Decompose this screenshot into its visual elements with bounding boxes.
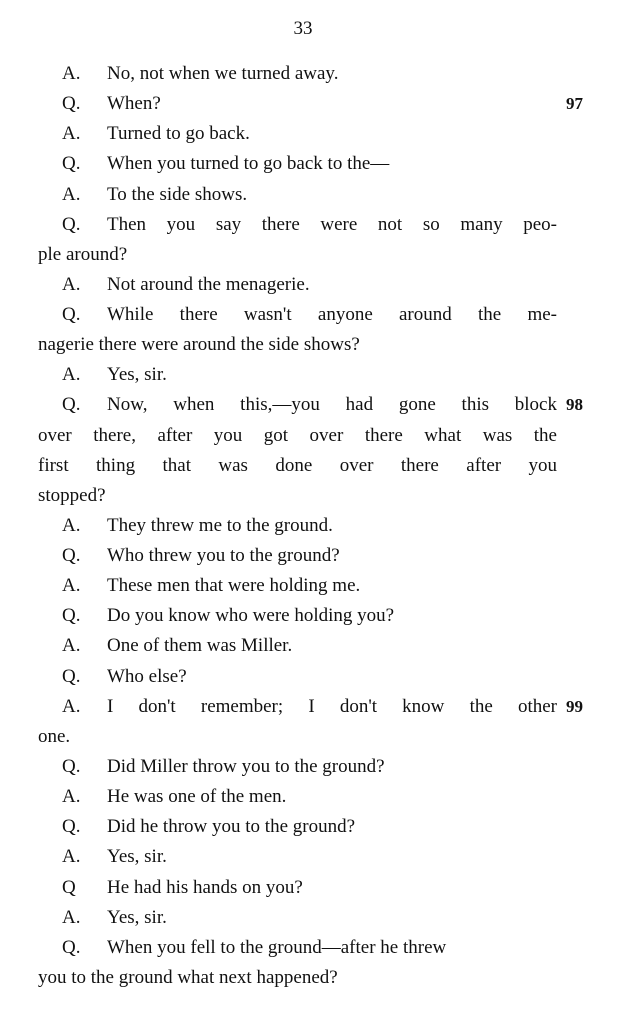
line-text: Do you know who were holding you? [107,605,395,627]
speaker-label: A. [62,575,81,597]
line-text: ple around? [38,243,128,265]
speaker-label: A. [62,364,81,386]
transcript-line [38,845,557,869]
speaker-label: Q. [62,816,81,838]
transcript-line [38,544,557,568]
line-text: Who threw you to the ground? [107,545,340,567]
transcript-line [38,574,557,598]
line-text: Now, when this,—you had gone this block [107,394,557,416]
speaker-label: Q. [62,394,81,416]
transcript-line [38,273,557,297]
transcript-line [38,92,557,116]
line-text: When? [107,93,161,115]
line-text: Yes, sir. [107,906,167,928]
speaker-label: A. [62,63,81,84]
line-text: Yes, sir. [107,846,167,868]
speaker-label: Q. [62,153,81,175]
transcript-line [38,966,557,990]
transcript-line [38,755,557,779]
line-text: Yes, sir. [107,364,167,386]
line-text: one. [38,725,71,747]
transcript-line [38,876,557,900]
speaker-label: A. [62,514,81,536]
line-text: Who else? [107,665,187,687]
transcript-line [38,243,557,267]
line-text: One of them was Miller. [107,635,293,657]
transcript-line [38,424,557,448]
speaker-label: A. [62,786,81,808]
transcript-line [38,695,557,719]
speaker-label: A. [62,183,81,205]
speaker-label: Q. [62,93,81,115]
line-text: Did Miller throw you to the ground? [107,755,385,777]
speaker-label: Q. [62,755,81,777]
line-text: Did he throw you to the ground? [107,816,356,838]
line-text: When you fell to the ground—after he threw [107,936,447,958]
transcript-line [38,906,557,930]
line-text: No, not when we turned away. [107,63,339,84]
margin-page-number: 97 [566,94,583,114]
transcript-line [38,665,557,689]
transcript-line [38,363,557,387]
transcript-line [38,604,557,628]
transcript-line [38,152,557,176]
transcript-line [38,785,557,809]
speaker-label: A. [62,123,81,145]
transcript-line [38,183,557,207]
line-text: These men that were holding me. [107,575,361,597]
transcript-line [38,454,557,478]
line-text: When you turned to go back to the— [107,153,390,175]
speaker-label: A. [62,635,81,657]
margin-page-number: 98 [566,395,583,415]
transcript-line [38,725,557,749]
speaker-label: Q. [62,213,81,235]
line-text: Turned to go back. [107,123,250,145]
transcript-line [38,484,557,508]
line-text: Then you say there were not so many peo- [107,213,557,235]
line-text: To the side shows. [107,183,248,205]
line-text: nagerie there were around the side shows? [38,334,360,356]
line-text: He had his hands on you? [107,876,303,898]
line-text: you to the ground what next happened? [38,966,338,988]
line-text: He was one of the men. [107,786,287,808]
speaker-label: Q. [62,304,81,326]
line-text: stopped? [38,484,106,506]
transcript-line [38,303,557,327]
line-text: first thing that was done over there after you [38,454,557,476]
speaker-label: A. [62,273,81,295]
transcript-line [38,333,557,357]
transcript-line [38,122,557,146]
speaker-label: A. [62,906,81,928]
transcript-line [38,62,557,86]
speaker-label: Q. [62,936,81,958]
line-text: over there, after you got over there what was the [38,424,557,446]
transcript-line [38,514,557,538]
line-text: I don't remember; I don't know the other [107,695,557,717]
speaker-label: Q. [62,605,81,627]
margin-page-number: 99 [566,696,583,716]
speaker-label: Q [62,876,76,898]
line-text: While there wasn't anyone around the me- [107,304,557,326]
speaker-label: A. [62,846,81,868]
transcript-line [38,393,557,417]
speaker-label: Q. [62,665,81,687]
speaker-label: Q. [62,545,81,567]
line-text: Not around the menagerie. [107,273,310,295]
transcript-line [38,936,557,960]
transcript-line [38,815,557,839]
page-number: 33 [293,18,313,39]
transcript-line [38,634,557,658]
line-text: They threw me to the ground. [107,514,333,536]
speaker-label: A. [62,695,81,717]
transcript-line [38,213,557,237]
